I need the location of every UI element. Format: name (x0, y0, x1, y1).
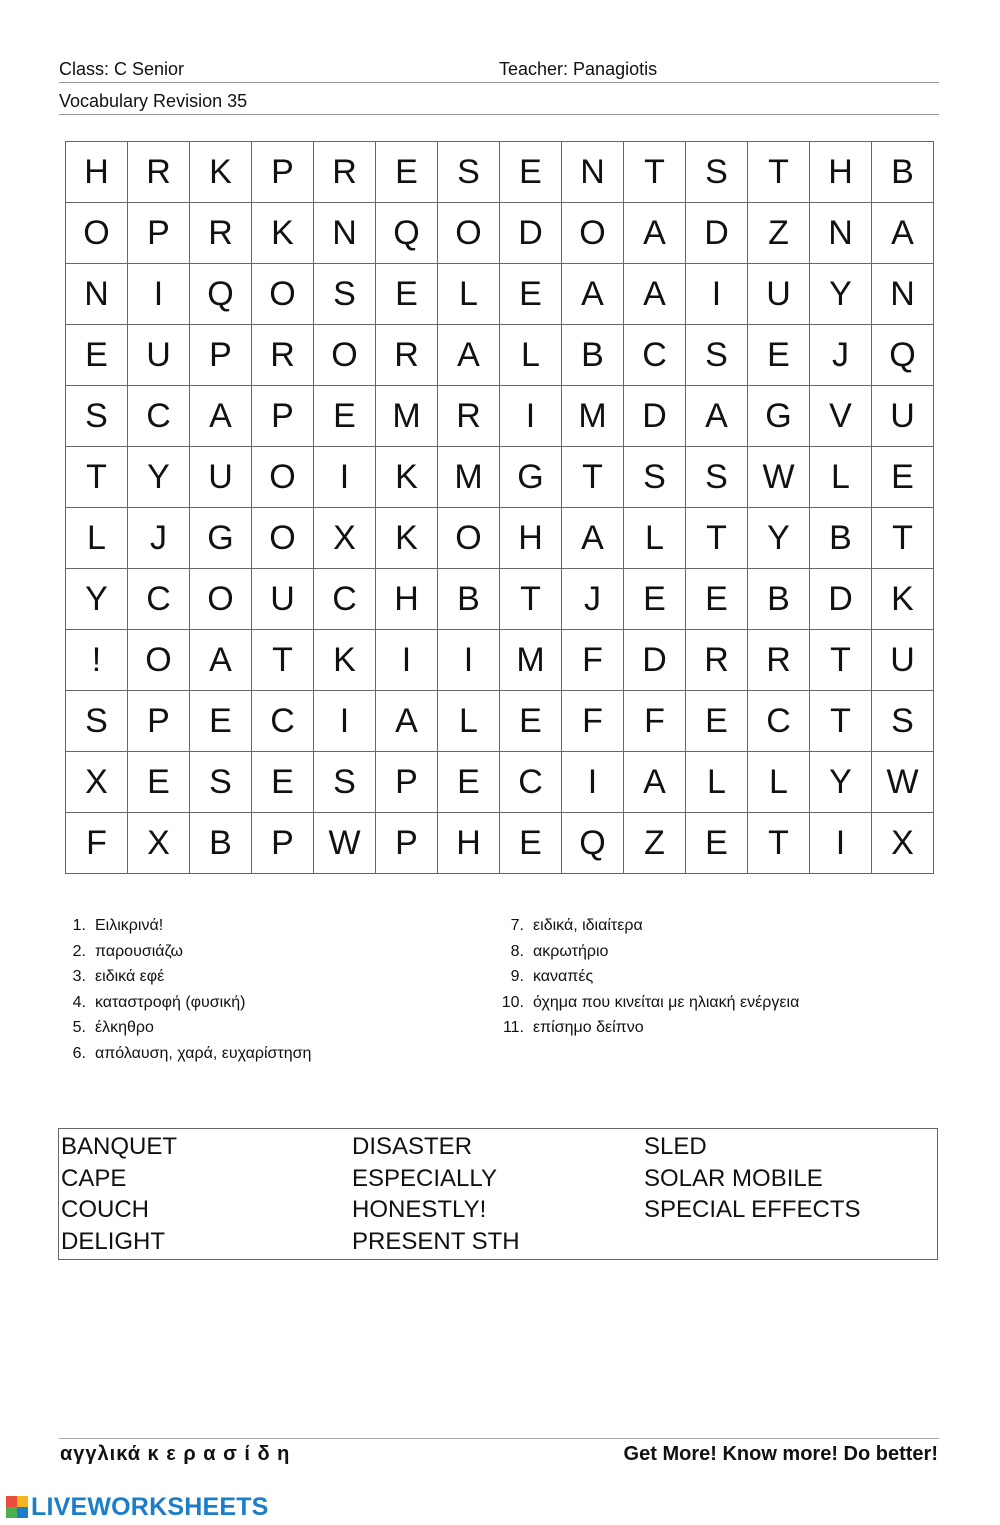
grid-cell[interactable]: F (562, 630, 624, 691)
word-bank-item: COUCH (61, 1196, 149, 1223)
grid-cell[interactable]: M (500, 630, 562, 691)
grid-row (66, 813, 934, 874)
grid-cell[interactable]: I (128, 264, 190, 325)
clue-item (60, 913, 311, 939)
grid-cell[interactable]: I (562, 752, 624, 813)
grid-cell[interactable]: L (66, 508, 128, 569)
grid-cell[interactable]: D (810, 569, 872, 630)
grid-cell[interactable]: E (438, 752, 500, 813)
clue-text: ακρωτήριο (533, 942, 609, 960)
grid-cell[interactable]: H (438, 813, 500, 874)
grid-cell[interactable]: L (438, 691, 500, 752)
grid-row (66, 508, 934, 569)
clue-text: απόλαυση, χαρά, ευχαρίστηση (95, 1044, 312, 1062)
grid-cell[interactable]: T (252, 630, 314, 691)
word-bank-item: SPECIAL EFFECTS (644, 1196, 861, 1223)
grid-cell[interactable]: D (500, 203, 562, 264)
grid-cell[interactable]: H (66, 142, 128, 203)
header-row-title (59, 90, 939, 115)
grid-cell[interactable]: C (314, 569, 376, 630)
grid-cell[interactable]: L (624, 508, 686, 569)
grid-cell[interactable]: I (438, 630, 500, 691)
clue-number: 2. (72, 942, 86, 960)
grid-cell[interactable]: T (748, 142, 810, 203)
grid-cell[interactable]: A (190, 386, 252, 447)
grid-cell[interactable]: G (500, 447, 562, 508)
clue-text: Ειλικρινά! (95, 917, 164, 934)
grid-cell[interactable]: T (624, 142, 686, 203)
grid-cell[interactable]: A (562, 508, 624, 569)
grid-cell[interactable]: E (686, 691, 748, 752)
grid-cell[interactable]: C (624, 325, 686, 386)
footer-slogan: Get More! Know more! Do better! (623, 1443, 938, 1465)
grid-cell[interactable]: T (686, 508, 748, 569)
grid-cell[interactable]: Q (872, 325, 934, 386)
grid-cell[interactable]: S (314, 752, 376, 813)
grid-cell[interactable]: N (66, 264, 128, 325)
grid-cell[interactable]: U (872, 630, 934, 691)
clue-item (60, 939, 311, 965)
header-row-class (59, 58, 939, 83)
grid-cell[interactable]: U (748, 264, 810, 325)
clue-text: όχημα που κινείται με ηλιακή ενέργεια (533, 993, 800, 1011)
grid-cell[interactable]: F (562, 691, 624, 752)
grid-row (66, 630, 934, 691)
grid-cell[interactable]: N (872, 264, 934, 325)
grid-cell[interactable]: T (810, 691, 872, 752)
grid-cell[interactable]: Z (748, 203, 810, 264)
grid-cell[interactable]: P (128, 691, 190, 752)
word-bank-item: PRESENT STH (352, 1227, 520, 1255)
grid-cell[interactable]: A (686, 386, 748, 447)
grid-cell[interactable]: C (128, 386, 190, 447)
grid-cell[interactable]: D (624, 630, 686, 691)
grid-cell[interactable]: W (748, 447, 810, 508)
clue-item (60, 990, 311, 1016)
grid-row (66, 447, 934, 508)
grid-cell[interactable]: O (562, 203, 624, 264)
grid-cell[interactable]: G (190, 508, 252, 569)
grid-cell[interactable]: R (686, 630, 748, 691)
word-bank-item: SOLAR MOBILE (644, 1164, 823, 1192)
grid-cell[interactable]: V (810, 386, 872, 447)
grid-cell[interactable]: P (376, 752, 438, 813)
grid-row (66, 386, 934, 447)
word-bank-item: ESPECIALLY (352, 1164, 497, 1192)
worksheet-title: Vocabulary Revision 35 (59, 91, 248, 111)
grid-cell[interactable]: Y (128, 447, 190, 508)
grid-cell[interactable]: O (66, 203, 128, 264)
clue-number: 9. (510, 968, 524, 986)
grid-cell[interactable]: Q (190, 264, 252, 325)
grid-cell[interactable]: H (376, 569, 438, 630)
clue-text: ειδικά εφέ (95, 968, 165, 986)
grid-row (66, 203, 934, 264)
word-bank-item: HONESTLY! (352, 1196, 487, 1223)
grid-cell[interactable]: Q (562, 813, 624, 874)
grid-cell[interactable]: E (686, 813, 748, 874)
clue-item (498, 939, 799, 965)
word-bank-item: DISASTER (352, 1133, 473, 1160)
footer-divider (59, 1438, 939, 1439)
word-bank-item: SLED (644, 1133, 707, 1160)
grid-cell[interactable]: I (314, 447, 376, 508)
grid-cell[interactable]: K (376, 508, 438, 569)
grid-cell[interactable]: U (872, 386, 934, 447)
grid-cell[interactable]: L (686, 752, 748, 813)
grid-row (66, 691, 934, 752)
clue-number: 1. (72, 917, 86, 934)
grid-cell[interactable]: A (438, 325, 500, 386)
grid-cell[interactable]: Y (66, 569, 128, 630)
grid-cell[interactable]: T (562, 447, 624, 508)
grid-row (66, 264, 934, 325)
logo-square (17, 1507, 28, 1518)
grid-cell[interactable]: J (562, 569, 624, 630)
grid-cell[interactable]: S (438, 142, 500, 203)
grid-cell[interactable]: I (810, 813, 872, 874)
word-bank-item: BANQUET (61, 1133, 178, 1160)
grid-cell[interactable]: E (872, 447, 934, 508)
grid-cell[interactable]: E (500, 691, 562, 752)
grid-cell[interactable]: S (686, 325, 748, 386)
grid-cell[interactable]: O (438, 203, 500, 264)
grid-cell[interactable]: S (190, 752, 252, 813)
grid-cell[interactable]: M (562, 386, 624, 447)
grid-cell[interactable]: C (748, 691, 810, 752)
grid-cell[interactable]: E (686, 569, 748, 630)
grid-cell[interactable]: K (314, 630, 376, 691)
grid-cell[interactable]: B (748, 569, 810, 630)
grid-cell[interactable]: E (66, 325, 128, 386)
grid-cell[interactable]: E (624, 569, 686, 630)
word-search-grid (65, 141, 934, 874)
teacher-label: Teacher: Panagiotis (499, 59, 658, 79)
grid-cell[interactable]: R (128, 142, 190, 203)
clue-text: καταστροφή (φυσική) (95, 993, 246, 1011)
grid-cell[interactable]: R (748, 630, 810, 691)
clue-text: επίσημο δείπνο (533, 1019, 644, 1037)
grid-cell[interactable]: E (500, 813, 562, 874)
grid-cell[interactable]: Y (810, 264, 872, 325)
grid-cell[interactable]: S (66, 386, 128, 447)
grid-cell[interactable]: X (314, 508, 376, 569)
grid-cell[interactable]: U (128, 325, 190, 386)
grid-cell[interactable]: N (562, 142, 624, 203)
clue-text: έλκηθρο (95, 1019, 154, 1037)
clue-item (498, 913, 799, 939)
grid-cell[interactable]: N (314, 203, 376, 264)
clue-number: 7. (510, 917, 524, 934)
grid-cell[interactable]: W (314, 813, 376, 874)
grid-cell[interactable]: D (686, 203, 748, 264)
grid-cell[interactable]: T (810, 630, 872, 691)
grid-cell[interactable]: A (624, 752, 686, 813)
grid-cell[interactable]: O (190, 569, 252, 630)
clue-item (498, 1015, 799, 1041)
grid-cell[interactable]: K (190, 142, 252, 203)
grid-cell[interactable]: S (66, 691, 128, 752)
grid-cell[interactable]: O (438, 508, 500, 569)
clue-item (498, 964, 799, 990)
grid-cell[interactable]: I (686, 264, 748, 325)
grid-cell[interactable]: S (686, 447, 748, 508)
logo-square (17, 1496, 28, 1507)
grid-cell[interactable]: I (314, 691, 376, 752)
class-label: Class: C Senior (59, 59, 185, 79)
grid-row (66, 142, 934, 203)
clue-number: 4. (72, 993, 86, 1011)
word-bank-box (58, 1128, 938, 1260)
grid-cell[interactable]: P (128, 203, 190, 264)
grid-cell[interactable]: S (872, 691, 934, 752)
grid-row (66, 569, 934, 630)
grid-cell[interactable]: E (376, 264, 438, 325)
grid-cell[interactable]: J (810, 325, 872, 386)
grid-cell[interactable]: U (190, 447, 252, 508)
grid-cell[interactable]: S (686, 142, 748, 203)
grid-cell[interactable]: P (376, 813, 438, 874)
grid-cell[interactable]: A (872, 203, 934, 264)
grid-cell[interactable]: K (872, 569, 934, 630)
grid-cell[interactable]: F (624, 691, 686, 752)
clue-text: παρουσιάζω (95, 942, 183, 960)
grid-cell[interactable]: Y (748, 508, 810, 569)
grid-row (66, 325, 934, 386)
grid-cell[interactable]: L (438, 264, 500, 325)
clue-number: 8. (510, 942, 524, 960)
grid-cell[interactable]: N (810, 203, 872, 264)
grid-cell[interactable]: X (128, 813, 190, 874)
grid-cell[interactable]: H (500, 508, 562, 569)
footer-author: αγγλικά κ ε ρ α σ ί δ η (60, 1443, 291, 1465)
grid-cell[interactable]: R (190, 203, 252, 264)
grid-cell[interactable]: P (252, 813, 314, 874)
grid-cell[interactable]: E (376, 142, 438, 203)
grid-cell[interactable]: C (128, 569, 190, 630)
clue-number: 3. (72, 968, 86, 986)
grid-cell[interactable]: A (624, 264, 686, 325)
grid-cell[interactable]: P (252, 386, 314, 447)
logo-square (6, 1496, 17, 1507)
clue-number: 6. (72, 1044, 86, 1062)
grid-cell[interactable]: O (128, 630, 190, 691)
grid-cell[interactable]: E (252, 752, 314, 813)
word-bank-column-2 (352, 1131, 520, 1257)
grid-cell[interactable]: E (128, 752, 190, 813)
logo-square (6, 1507, 17, 1518)
clue-item (498, 990, 799, 1016)
grid-cell[interactable]: Z (624, 813, 686, 874)
grid-cell[interactable]: P (190, 325, 252, 386)
grid-cell[interactable]: Q (376, 203, 438, 264)
grid-cell[interactable]: L (748, 752, 810, 813)
grid-cell[interactable]: X (872, 813, 934, 874)
grid-cell[interactable]: B (562, 325, 624, 386)
grid-cell[interactable]: R (314, 142, 376, 203)
clue-text: ειδικά, ιδιαίτερα (533, 917, 643, 934)
grid-cell[interactable]: L (500, 325, 562, 386)
grid-cell[interactable]: B (190, 813, 252, 874)
grid-cell[interactable]: T (872, 508, 934, 569)
grid-cell[interactable]: B (872, 142, 934, 203)
grid-cell[interactable]: K (252, 203, 314, 264)
grid-cell[interactable]: R (252, 325, 314, 386)
grid-cell[interactable]: K (376, 447, 438, 508)
grid-row (66, 752, 934, 813)
clue-text: καναπές (533, 968, 594, 986)
grid-cell[interactable]: A (190, 630, 252, 691)
grid-cell[interactable]: E (500, 142, 562, 203)
liveworksheets-logo-icon (6, 1496, 28, 1518)
clue-item (60, 964, 311, 990)
grid-cell[interactable]: H (810, 142, 872, 203)
grid-cell[interactable]: E (314, 386, 376, 447)
word-bank-column-1 (61, 1131, 177, 1257)
grid-cell[interactable]: E (190, 691, 252, 752)
clue-number: 10. (501, 993, 524, 1011)
grid-cell[interactable]: F (66, 813, 128, 874)
grid-cell[interactable]: I (376, 630, 438, 691)
grid-cell[interactable]: O (252, 508, 314, 569)
brand-text: LIVEWORKSHEETS (31, 1492, 269, 1521)
grid-cell[interactable]: T (748, 813, 810, 874)
clue-number: 5. (72, 1019, 86, 1037)
word-bank-item: CAPE (61, 1164, 127, 1192)
grid-cell[interactable]: A (562, 264, 624, 325)
liveworksheets-brand[interactable] (6, 1493, 269, 1521)
grid-cell[interactable]: P (252, 142, 314, 203)
grid-cell[interactable]: R (438, 386, 500, 447)
clue-list-left (60, 913, 311, 1067)
grid-cell[interactable]: M (438, 447, 500, 508)
grid-cell[interactable]: U (252, 569, 314, 630)
grid-cell[interactable]: E (748, 325, 810, 386)
clue-list-right (498, 913, 799, 1041)
grid-cell[interactable]: I (500, 386, 562, 447)
grid-cell[interactable]: O (314, 325, 376, 386)
word-bank-column-3 (644, 1131, 861, 1226)
grid-cell[interactable]: O (252, 447, 314, 508)
grid-cell[interactable]: S (624, 447, 686, 508)
grid-cell[interactable]: Y (810, 752, 872, 813)
grid-cell[interactable]: ! (66, 630, 128, 691)
grid-cell[interactable]: C (500, 752, 562, 813)
grid-cell[interactable]: B (438, 569, 500, 630)
grid-cell[interactable]: L (810, 447, 872, 508)
grid-cell[interactable]: S (314, 264, 376, 325)
grid-cell[interactable]: W (872, 752, 934, 813)
grid-cell[interactable]: T (66, 447, 128, 508)
grid-cell[interactable]: R (376, 325, 438, 386)
clue-number: 11. (502, 1019, 524, 1037)
clue-item (60, 1041, 311, 1067)
grid-cell[interactable]: O (252, 264, 314, 325)
grid-cell[interactable]: E (500, 264, 562, 325)
grid-cell[interactable]: M (376, 386, 438, 447)
grid-cell[interactable]: X (66, 752, 128, 813)
grid-cell[interactable]: T (500, 569, 562, 630)
grid-cell[interactable]: B (810, 508, 872, 569)
grid-cell[interactable]: C (252, 691, 314, 752)
word-bank-item: DELIGHT (61, 1227, 166, 1255)
grid-cell[interactable]: A (376, 691, 438, 752)
clue-item (60, 1015, 311, 1041)
grid-cell[interactable]: J (128, 508, 190, 569)
grid-cell[interactable]: D (624, 386, 686, 447)
grid-cell[interactable]: A (624, 203, 686, 264)
grid-cell[interactable]: G (748, 386, 810, 447)
